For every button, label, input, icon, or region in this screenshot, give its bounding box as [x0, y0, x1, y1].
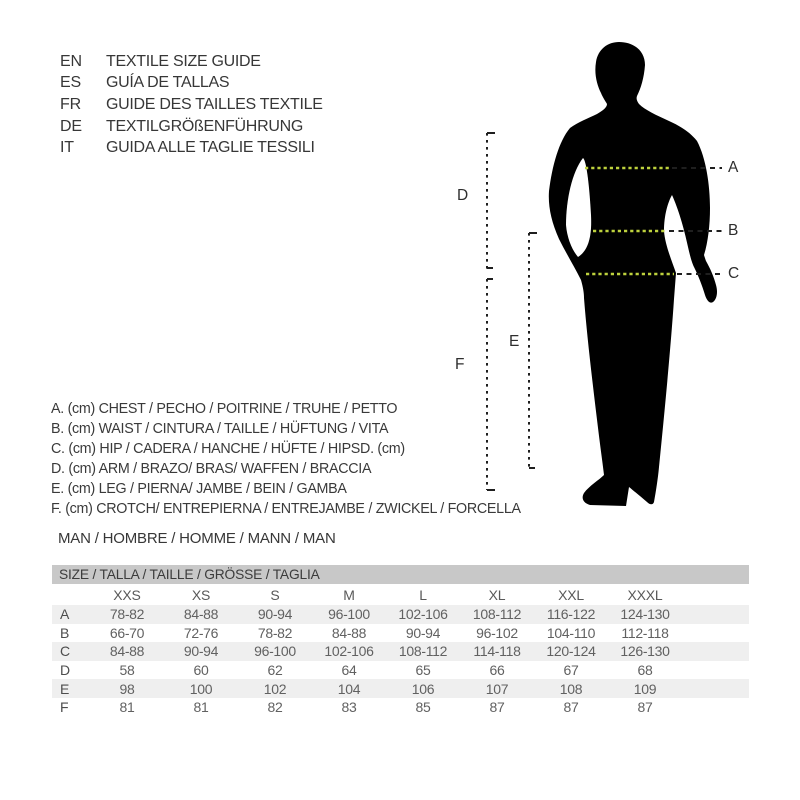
- size-value-cell: 126-130: [620, 643, 670, 660]
- table-row: [52, 698, 749, 717]
- size-value-cell: 58: [119, 662, 135, 679]
- size-value-cell: 102-106: [324, 643, 374, 660]
- size-value-cell: 102: [263, 680, 287, 697]
- size-value-cell: 102-106: [398, 606, 448, 623]
- size-value-cell: 108: [559, 680, 583, 697]
- size-value-cell: 90-94: [183, 643, 219, 660]
- measure-label-e: E: [509, 333, 520, 350]
- size-value-cell: 82: [267, 699, 283, 716]
- size-value-cell: 112-118: [621, 624, 669, 641]
- legend-line: B. (cm) WAIST / CINTURA / TAILLE / HÜFTUNG / VITA: [51, 421, 389, 437]
- size-value-cell: 87: [489, 699, 505, 716]
- table-row: [52, 605, 749, 624]
- size-value-cell: 114-118: [473, 643, 521, 660]
- guide-title: TEXTILGRÖßENFÜHRUNG: [106, 117, 303, 135]
- size-value-cell: 66-70: [109, 624, 145, 641]
- size-value-cell: 98: [119, 680, 135, 697]
- size-column-header: L: [419, 586, 427, 603]
- size-value-cell: 62: [267, 662, 283, 679]
- row-measure-label: F: [60, 699, 69, 716]
- legend-line: A. (cm) CHEST / PECHO / POITRINE / TRUHE / PETTO: [51, 401, 398, 417]
- size-value-cell: 81: [193, 699, 209, 716]
- size-value-cell: 104-110: [546, 624, 596, 641]
- size-column-header: XL: [488, 586, 506, 603]
- size-value-cell: 104: [337, 680, 361, 697]
- size-column-header: XXXL: [627, 586, 663, 603]
- size-value-cell: 87: [637, 699, 653, 716]
- size-table: [52, 565, 749, 717]
- language-code: EN: [60, 52, 82, 70]
- size-column-header: M: [343, 586, 355, 603]
- size-value-cell: 64: [341, 662, 357, 679]
- size-value-cell: 67: [563, 662, 579, 679]
- size-value-cell: 81: [119, 699, 135, 716]
- legend-line: D. (cm) ARM / BRAZO/ BRAS/ WAFFEN / BRACCIA: [51, 461, 372, 477]
- size-value-cell: 106: [411, 680, 435, 697]
- measure-label-b: B: [728, 222, 739, 239]
- guide-title: GUIDA ALLE TAGLIE TESSILI: [106, 139, 315, 157]
- legend-line: F. (cm) CROTCH/ ENTREPIERNA / ENTREJAMBE / ZWICKEL / FORCELLA: [51, 501, 521, 517]
- table-row: [52, 679, 749, 698]
- table-row: [52, 624, 749, 643]
- language-code: FR: [60, 95, 81, 113]
- language-code: DE: [60, 117, 82, 135]
- language-code: ES: [60, 74, 81, 92]
- size-value-cell: 84-88: [331, 624, 367, 641]
- table-row: [52, 661, 749, 680]
- measure-label-d: D: [457, 187, 469, 204]
- row-measure-label: B: [60, 624, 70, 641]
- row-measure-label: C: [60, 643, 70, 660]
- size-value-cell: 116-122: [546, 606, 596, 623]
- size-value-cell: 85: [415, 699, 431, 716]
- size-value-cell: 100: [189, 680, 213, 697]
- size-value-cell: 96-100: [328, 606, 370, 623]
- guide-title: TEXTILE SIZE GUIDE: [106, 52, 261, 70]
- gender-heading: MAN / HOMBRE / HOMME / MANN / MAN: [58, 530, 336, 547]
- row-measure-label: E: [60, 680, 70, 697]
- row-measure-label: D: [60, 662, 70, 679]
- size-value-cell: 90-94: [257, 606, 293, 623]
- size-value-cell: 78-82: [257, 624, 293, 641]
- size-value-cell: 108-112: [472, 606, 522, 623]
- language-code: IT: [60, 139, 74, 157]
- size-value-cell: 66: [489, 662, 505, 679]
- size-table-header-row: [52, 584, 749, 605]
- size-column-header: XS: [191, 586, 211, 603]
- size-column-header: S: [270, 586, 280, 603]
- size-value-cell: 83: [341, 699, 357, 716]
- legend-line: C. (cm) HIP / CADERA / HANCHE / HÜFTE / HIPSD. (cm): [51, 441, 405, 457]
- size-value-cell: 87: [563, 699, 579, 716]
- size-value-cell: 124-130: [620, 606, 670, 623]
- measure-label-f: F: [455, 356, 465, 373]
- row-measure-label: A: [60, 606, 70, 623]
- size-table-caption: SIZE / TALLA / TAILLE / GRÖSSE / TAGLIA: [52, 565, 749, 584]
- measure-label-a: A: [728, 159, 739, 176]
- guide-title: GUÍA DE TALLAS: [106, 74, 230, 92]
- size-column-header: XXS: [113, 586, 141, 603]
- size-value-cell: 109: [633, 680, 657, 697]
- size-value-cell: 84-88: [183, 606, 219, 623]
- size-value-cell: 90-94: [405, 624, 441, 641]
- size-value-cell: 96-100: [254, 643, 296, 660]
- table-row: [52, 642, 749, 661]
- size-value-cell: 68: [637, 662, 653, 679]
- size-value-cell: 60: [193, 662, 209, 679]
- size-value-cell: 107: [485, 680, 509, 697]
- size-value-cell: 120-124: [546, 643, 596, 660]
- legend-line: E. (cm) LEG / PIERNA/ JAMBE / BEIN / GAMBA: [51, 481, 347, 497]
- man-silhouette: [549, 42, 717, 506]
- size-value-cell: 65: [415, 662, 431, 679]
- measurement-legend: [51, 401, 521, 521]
- size-value-cell: 96-102: [476, 624, 518, 641]
- size-value-cell: 78-82: [109, 606, 145, 623]
- size-value-cell: 84-88: [109, 643, 145, 660]
- size-value-cell: 108-112: [398, 643, 448, 660]
- size-value-cell: 72-76: [183, 624, 219, 641]
- guide-title: GUIDE DES TAILLES TEXTILE: [106, 95, 323, 113]
- size-column-header: XXL: [558, 586, 584, 603]
- measure-label-c: C: [728, 265, 740, 282]
